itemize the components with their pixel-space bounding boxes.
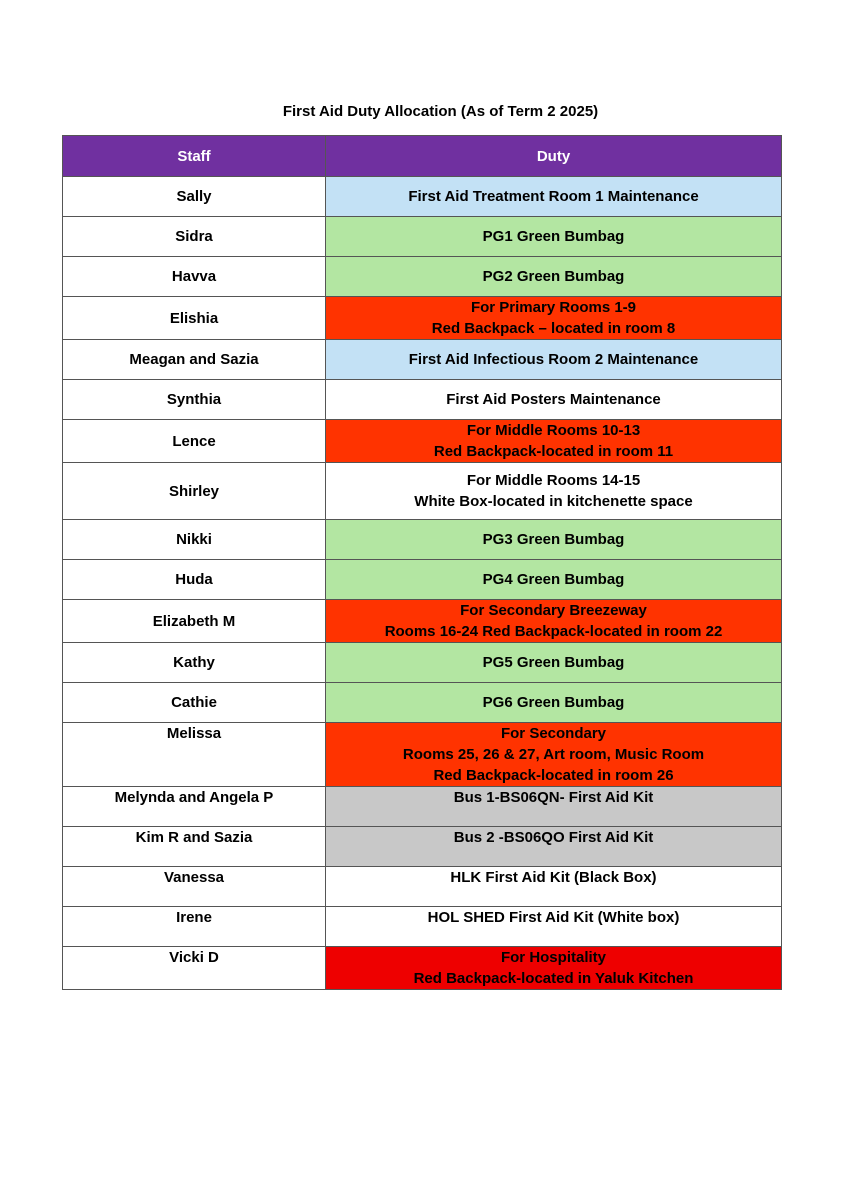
table-row	[63, 907, 782, 947]
duty-cell	[326, 907, 782, 947]
duty-cell	[326, 827, 782, 867]
staff-cell: Shirley	[63, 463, 326, 520]
duty-line: First Aid Posters Maintenance	[446, 391, 661, 408]
table-row	[63, 723, 782, 787]
table-row	[63, 257, 782, 297]
duty-cell	[326, 297, 782, 340]
duty-cell	[326, 560, 782, 600]
staff-cell: Elishia	[63, 297, 326, 340]
table-row	[63, 177, 782, 217]
staff-cell: Synthia	[63, 380, 326, 420]
table-row	[63, 867, 782, 907]
staff-cell: Havva	[63, 257, 326, 297]
duty-line: Red Backpack-located in room 11	[433, 443, 674, 460]
duty-cell	[326, 787, 782, 827]
staff-cell: Vanessa	[63, 867, 326, 907]
staff-cell: Melissa	[63, 723, 326, 787]
duty-line: PG3 Green Bumbag	[482, 531, 625, 548]
table-row	[63, 643, 782, 683]
staff-cell: Sidra	[63, 217, 326, 257]
duty-cell	[326, 463, 782, 520]
staff-cell: Sally	[63, 177, 326, 217]
duty-line: White Box-located in kitchenette space	[414, 493, 693, 510]
document-title: First Aid Duty Allocation (As of Term 2 2025)	[282, 103, 599, 120]
duty-cell	[326, 257, 782, 297]
duty-cell	[326, 380, 782, 420]
staff-cell: Kim R and Sazia	[63, 827, 326, 867]
duty-cell	[326, 723, 782, 787]
duty-cell	[326, 867, 782, 907]
duty-cell	[326, 420, 782, 463]
staff-cell: Cathie	[63, 683, 326, 723]
staff-cell: Melynda and Angela P	[63, 787, 326, 827]
staff-cell: Irene	[63, 907, 326, 947]
table-row	[63, 827, 782, 867]
staff-cell: Meagan and Sazia	[63, 340, 326, 380]
duty-line: First Aid Infectious Room 2 Maintenance	[408, 351, 699, 368]
header-row	[63, 136, 782, 177]
duty-cell	[326, 520, 782, 560]
duty-line: First Aid Treatment Room 1 Maintenance	[408, 188, 699, 205]
duty-line: For Hospitality	[500, 949, 606, 966]
table-row	[63, 340, 782, 380]
duty-line: PG6 Green Bumbag	[482, 694, 625, 711]
staff-column-header: Staff	[63, 136, 326, 177]
table-row	[63, 787, 782, 827]
staff-cell: Vicki D	[63, 947, 326, 990]
duty-line: Bus 1-BS06QN- First Aid Kit	[453, 789, 654, 806]
duty-line: For Secondary	[500, 725, 607, 742]
duty-line: Red Backpack – located in room 8	[431, 320, 676, 337]
duty-line: PG4 Green Bumbag	[482, 571, 625, 588]
duty-cell	[326, 643, 782, 683]
duty-line: For Middle Rooms 10-13	[466, 422, 641, 439]
duty-line: For Secondary Breezeway	[460, 602, 647, 619]
duty-cell	[326, 340, 782, 380]
duty-line: Bus 2 -BS06QO First Aid Kit	[453, 829, 654, 846]
duty-line: For Primary Rooms 1-9	[470, 299, 637, 316]
table-row	[63, 947, 782, 990]
table-body	[63, 177, 782, 990]
duty-line: Red Backpack-located in room 26	[433, 767, 674, 784]
duty-line: PG5 Green Bumbag	[482, 654, 625, 671]
duty-cell	[326, 177, 782, 217]
table-row	[63, 380, 782, 420]
duty-line: PG1 Green Bumbag	[482, 228, 625, 245]
duty-line: HOL SHED First Aid Kit (White box)	[427, 909, 680, 926]
staff-cell: Nikki	[63, 520, 326, 560]
duty-cell	[326, 947, 782, 990]
duty-column-header: Duty	[326, 136, 782, 177]
duty-allocation-table	[62, 135, 782, 990]
table-row	[63, 600, 782, 643]
staff-cell: Huda	[63, 560, 326, 600]
table-row	[63, 217, 782, 257]
table-row	[63, 463, 782, 520]
staff-cell: Kathy	[63, 643, 326, 683]
duty-cell	[326, 683, 782, 723]
duty-line: For Middle Rooms 14-15	[466, 472, 641, 489]
duty-line: PG2 Green Bumbag	[482, 268, 625, 285]
staff-cell: Lence	[63, 420, 326, 463]
table-row	[63, 560, 782, 600]
duty-line: Rooms 25, 26 & 27, Art room, Music Room	[402, 746, 705, 763]
duty-line: Red Backpack-located in Yaluk Kitchen	[413, 970, 694, 987]
table-row	[63, 520, 782, 560]
duty-cell	[326, 600, 782, 643]
duty-line: Rooms 16-24 Red Backpack-located in room 22	[384, 623, 723, 640]
table-row	[63, 420, 782, 463]
staff-cell: Elizabeth M	[63, 600, 326, 643]
duty-cell	[326, 217, 782, 257]
table-row	[63, 297, 782, 340]
duty-line: HLK First Aid Kit (Black Box)	[450, 869, 657, 886]
table-row	[63, 683, 782, 723]
